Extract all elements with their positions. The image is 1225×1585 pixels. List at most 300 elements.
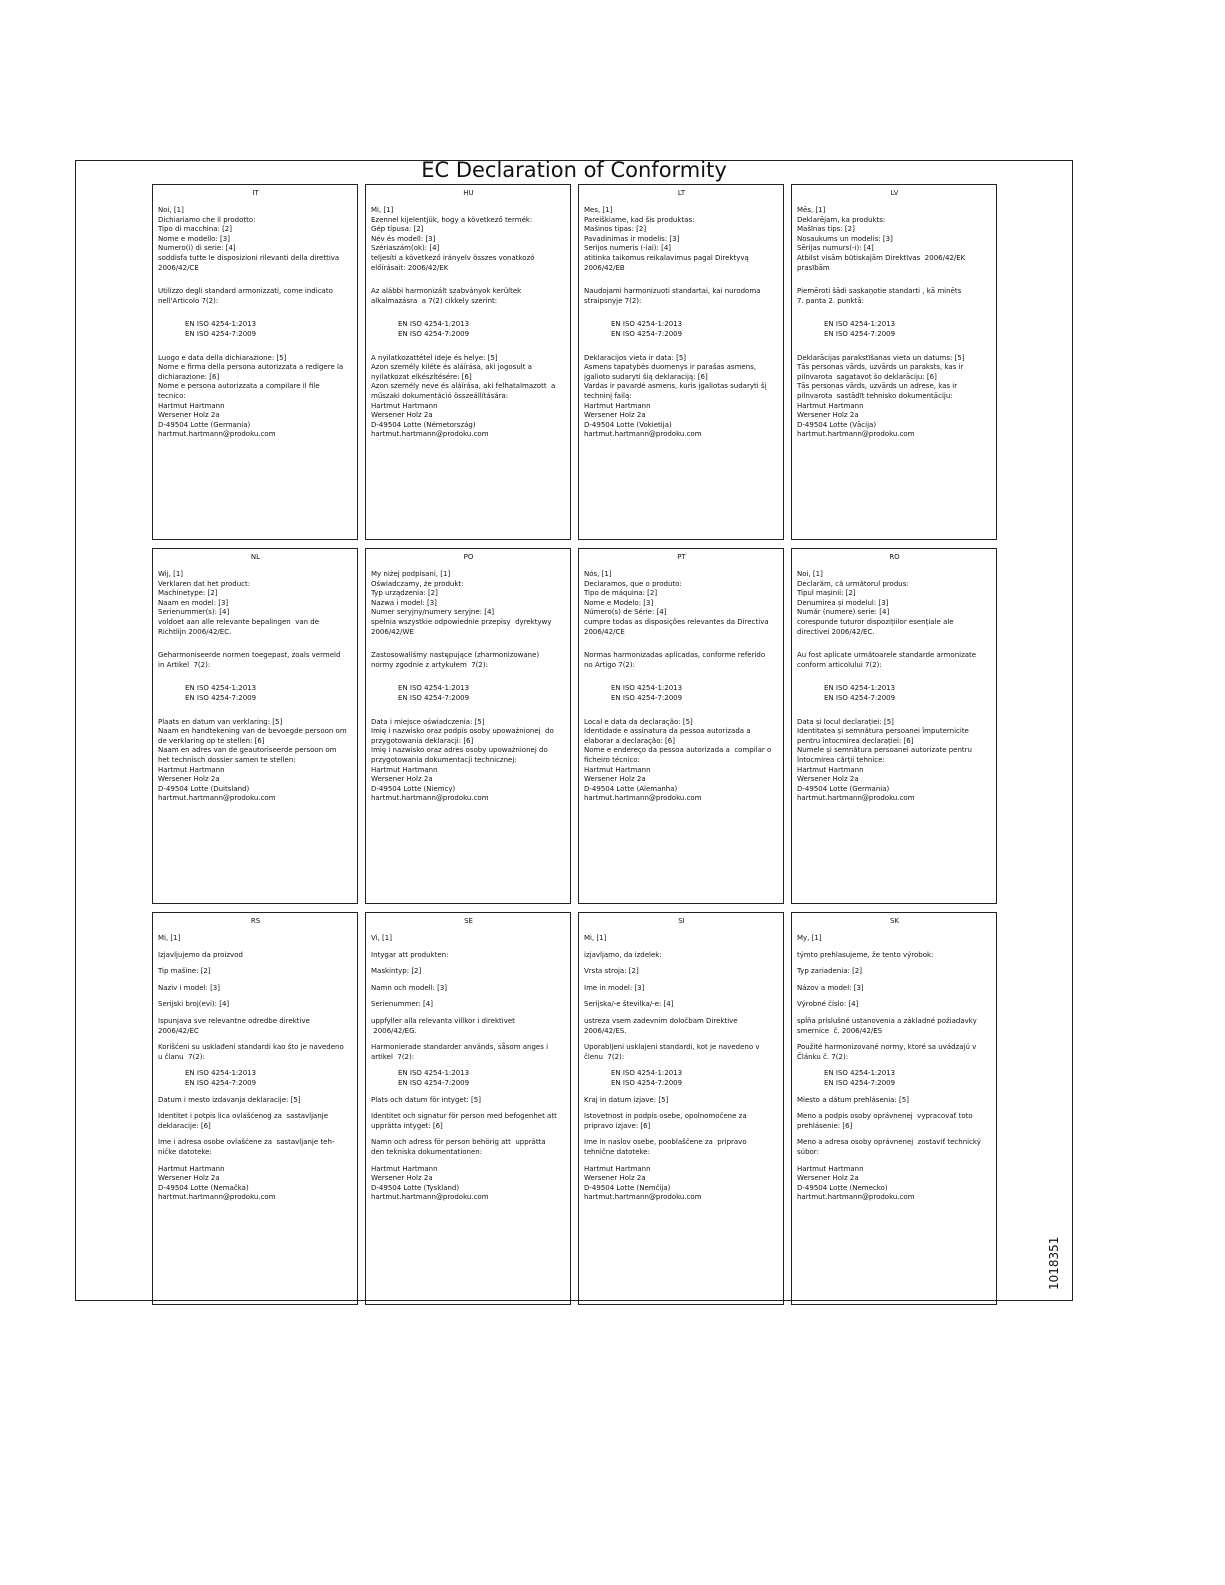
declaration-line: Tipul mașinii: [2] [797,589,856,598]
language-code: LV [890,189,899,197]
declaration-line: Wersener Holz 2a [584,1174,646,1183]
spacer [797,1036,992,1043]
declaration-line: straipsnyje 7(2): [584,296,642,305]
language-code: HU [463,189,474,197]
spacer [797,1158,992,1165]
declaration-line: Număr (numere) serie: [4] [797,608,890,617]
declaration-line: Naudojami harmonizuoti standartai, kai nurodoma [584,287,761,296]
spacer [584,1131,779,1138]
declaration-panel-si [578,912,784,1305]
declaration-line: spĺňa príslušné ustanovenia a základné požiadavky [797,1016,977,1025]
declaration-line: előírásait: 2006/42/EK [371,263,449,272]
declaration-line: 2006/42/ES. [584,1026,627,1035]
declaration-line: Hartmut Hartmann [371,765,438,774]
declaration-line: smernice č. 2006/42/ES [797,1026,883,1035]
declaration-line: directivei 2006/42/EC. [797,627,875,636]
declaration-line: D-49504 Lotte (Németország) [371,420,476,429]
standard-reference: EN ISO 4254-1:2013 [824,1069,896,1078]
declaration-line: Verklaren dat het product: [158,579,251,588]
declaration-line: hartmut.hartmann@prodoku.com [797,430,915,439]
declaration-line: Luogo e data della dichiarazione: [5] [158,353,287,362]
spacer [371,1089,566,1096]
spacer [158,1089,353,1096]
declaration-line: Nazwa i model: [3] [371,598,437,607]
declaration-frame [75,160,1073,1301]
declaration-line: izjavljamo, da izdelek: [584,950,662,959]
declaration-line: D-49504 Lotte (Duitsland) [158,784,250,793]
spacer [371,306,566,320]
declaration-line: Identitet i potpis lica ovlašćenog za sastavljanje [158,1112,329,1121]
declaration-line: 2006/42/CE [584,627,625,636]
spacer [371,273,566,287]
standard-reference: EN ISO 4254-1:2013 [824,684,896,693]
declaration-line: upprätta intyget: [6] [371,1121,443,1130]
declaration-line: Hartmut Hartmann [158,1164,225,1173]
declaration-line: hartmut.hartmann@prodoku.com [158,430,276,439]
declaration-line: Noi, [1] [797,570,823,578]
declaration-line: elaborar a declaração: [6] [584,736,675,745]
declaration-line: spełnia wszystkie odpowiednie przepisy dyrektywy [371,617,552,626]
language-code: LT [677,189,686,197]
declaration-line: Istovetnost in podpis osebe, opolnomočene za [584,1112,747,1121]
declaration-line: Kraj in datum izjave: [5] [584,1095,669,1104]
declaration-panel-it [152,184,358,540]
declaration-line: 2006/42/EC [158,1026,199,1035]
spacer [158,1105,353,1112]
spacer [797,273,992,287]
declaration-line: Machinetype: [2] [158,589,218,598]
declaration-line: Numele și semnătura persoanei autorizate pentru [797,746,972,755]
spacer [158,1036,353,1043]
declaration-line: Mašīnas tips: [2] [797,225,855,234]
language-panels-grid [152,184,998,1305]
spacer [158,960,353,967]
declaration-line: întocmirea cărții tehnice: [797,755,885,764]
document-title: EC Declaration of Conformity [421,158,727,182]
declaration-line: Ime i adresa osobe ovlašćene za sastavljanje teh- [158,1138,335,1147]
declaration-line: prehlásenie: [6] [797,1121,853,1130]
spacer [371,670,566,684]
declaration-line: Nome e modello: [3] [158,234,230,243]
declaration-line: corespunde tuturor dispozițiilor esențiale ale [797,617,954,626]
declaration-panel-nl [152,548,358,904]
declaration-line: Uporabljeni usklajeni standardi, kot je navedeno v [584,1043,760,1052]
language-code: SI [678,917,685,925]
declaration-line: Deklarējam, ka produkts: [797,215,886,224]
declaration-line: Typ urządzenia: [2] [371,589,438,598]
declaration-line: Miesto a dátum prehlásenia: [5] [797,1095,909,1104]
spacer [371,1158,566,1165]
spacer [584,1036,779,1043]
declaration-line: Serienummer(s): [4] [158,608,230,617]
declaration-line: hartmut.hartmann@prodoku.com [797,1193,915,1202]
declaration-line: Noi, [1] [158,206,184,214]
declaration-line: in Artikel 7(2): [158,660,211,669]
declaration-line: My, [1] [797,934,822,942]
declaration-line: členu 7(2): [584,1052,625,1061]
declaration-line: Tipo di macchina: [2] [158,225,232,234]
declaration-line: Nós, [1] [584,570,612,578]
declaration-line: atitinka taikomus reikalavimus pagal Direktyvą [584,253,749,262]
declaration-line: Nome e endereço da pessoa autorizada a compilar o [584,746,772,755]
declaration-line: Tās personas vārds, uzvārds un paraksts, kas ir [797,363,964,372]
spacer [158,273,353,287]
declaration-panel-hu [365,184,571,540]
spacer [584,704,779,718]
declaration-line: Naam en model: [3] [158,598,229,607]
declaration-line: cumpre todas as disposições relevantes da Directiva [584,617,769,626]
declaration-line: Ezennel kijelentjük, hogy a következő termék: [371,215,533,224]
declaration-line: Serienummer: [4] [371,1000,433,1009]
spacer [158,637,353,651]
declaration-line: Serijos numeris (-iai): [4] [584,244,672,253]
declaration-line: D-49504 Lotte (Nemačka) [158,1183,249,1192]
declaration-line: Geharmoniseerde normen toegepast, zoals vermeld [158,651,341,660]
declaration-line: műszaki dokumentáció összeállítására: [371,391,509,400]
declaration-line: Ime in model: [3] [584,983,645,992]
declaration-line: Wersener Holz 2a [797,411,859,420]
declaration-panel-lt [578,184,784,540]
declaration-line: Wersener Holz 2a [371,411,433,420]
declaration-line: pilnvarota sastādīt tehnisko dokumentāciju: [797,391,953,400]
declaration-line: Tip mašine: [2] [158,967,211,976]
declaration-line: Identitatea și semnătura persoanei împuternicite [797,727,969,736]
declaration-line: Piemēroti šādi saskaņotie standarti , kā minēts [797,287,962,296]
declaration-line: Hartmut Hartmann [797,1164,864,1173]
declaration-line: Nome e firma della persona autorizzata a redigere la [158,363,344,372]
declaration-line: 2006/42/EB [584,263,625,272]
standard-reference: EN ISO 4254-1:2013 [611,320,683,329]
spacer [158,1010,353,1017]
declaration-line: Meno a podpis osoby oprávnenej vypracovať toto [797,1112,973,1121]
language-code: IT [252,189,259,197]
declaration-line: Deklaracijos vieta ir data: [5] [584,353,687,362]
declaration-line: Harmonierade standarder används, såsom anges i [371,1043,549,1052]
spacer [584,993,779,1000]
standard-reference: EN ISO 4254-1:2013 [824,320,896,329]
declaration-line: nell'Articolo 7(2): [158,296,219,305]
declaration-line: Hartmut Hartmann [371,1164,438,1173]
spacer [371,960,566,967]
standard-reference: EN ISO 4254-1:2013 [611,1069,683,1078]
declaration-line: conform articolului 7(2): [797,660,882,669]
declaration-line: Asmens tapatybės duomenys ir parašas asmens, [584,363,757,372]
standard-reference: EN ISO 4254-7:2009 [611,329,683,338]
declaration-line: Dichiariamo che il prodotto: [158,215,256,224]
spacer [584,637,779,651]
spacer [158,1158,353,1165]
spacer [584,1158,779,1165]
declaration-line: Numero(i) di serie: [4] [158,244,236,253]
declaration-line: Výrobné číslo: [4] [797,1000,859,1009]
declaration-line: súbor: [797,1147,819,1156]
declaration-line: przygotowania deklaracji: [6] [371,736,474,745]
language-code: SE [464,917,473,925]
declaration-line: techninį failą: [584,391,632,400]
declaration-line: Naam en adres van de geautoriseerde persoon om [158,746,337,755]
declaration-line: hartmut.hartmann@prodoku.com [158,1193,276,1202]
declaration-line: hartmut.hartmann@prodoku.com [797,794,915,803]
document-id: 1018351 [1047,1236,1061,1290]
spacer [797,977,992,984]
declaration-line: D-49504 Lotte (Germania) [797,784,890,793]
declaration-line: Sērijas numurs(-i): [4] [797,244,874,253]
declaration-line: Wersener Holz 2a [371,775,433,784]
declaration-line: Identitet och signatur för person med befogenhet att [371,1112,557,1121]
spacer [797,1062,992,1069]
standard-reference: EN ISO 4254-1:2013 [185,1069,257,1078]
declaration-line: D-49504 Lotte (Tyskland) [371,1183,460,1192]
declaration-line: D-49504 Lotte (Germania) [158,420,251,429]
declaration-line: Wersener Holz 2a [797,775,859,784]
declaration-panel-sk [791,912,997,1305]
declaration-line: Korišćeni su usklađeni standardi kao što je navedeno [158,1043,344,1052]
declaration-line: Hartmut Hartmann [158,401,225,410]
spacer [158,1062,353,1069]
declaration-line: įgalioto sudaryti šią deklaraciją: [6] [584,372,708,381]
declaration-panel-rs [152,912,358,1305]
declaration-line: A nyilatkozattétel ideje és helye: [5] [371,353,498,362]
spacer [371,1105,566,1112]
declaration-line: Vardas ir pavardė asmens, kuris įgaliotas sudaryti šį [584,382,767,391]
declaration-line: Datum i mesto izdavanja deklaracije: [5] [158,1095,301,1104]
declaration-line: den tekniska dokumentationen: [371,1147,483,1156]
declaration-line: pentru întocmirea declarației: [6] [797,736,914,745]
language-code: RS [250,917,261,925]
language-code: PT [677,553,686,561]
spacer [584,1010,779,1017]
declaration-line: Hartmut Hartmann [797,765,864,774]
declaration-line: uppfyller alla relevanta villkor i direktivet [371,1016,515,1025]
declaration-line: Declarăm, că următorul produs: [797,579,909,588]
declaration-line: Azon személy neve és aláírása, aki felhatalmazott a [371,382,556,391]
declaration-line: Wij, [1] [158,570,184,578]
declaration-line: Numer seryjny/numery seryjne: [4] [371,608,495,617]
declaration-line: Utilizzo degli standard armonizzati, come indicato [158,287,333,296]
spacer [371,340,566,354]
spacer [371,1131,566,1138]
declaration-line: prasībām [797,263,830,272]
declaration-line: Hartmut Hartmann [584,765,651,774]
declaration-line: przygotowania dokumentacji technicznej: [371,755,517,764]
declaration-line: 2006/42/EG. [371,1026,417,1035]
declaration-line: nyilatkozat elkészítésére: [6] [371,372,472,381]
declaration-line: Nome e persona autorizzata a compilare il file [158,382,320,391]
declaration-line: tecnico: [158,391,186,400]
declaration-line: Článku č. 7(2): [797,1052,849,1061]
declaration-line: Mes, [1] [584,206,613,214]
spacer [371,977,566,984]
declaration-line: Imię i nazwisko oraz adres osoby upoważnionej do [371,746,548,755]
declaration-line: Wersener Holz 2a [584,775,646,784]
declaration-line: Mēs, [1] [797,206,826,214]
spacer [584,944,779,951]
declaration-line: D-49504 Lotte (Niemcy) [371,784,456,793]
declaration-line: Vrsta stroja: [2] [584,967,639,976]
standard-reference: EN ISO 4254-1:2013 [611,684,683,693]
declaration-panel-se [365,912,571,1305]
language-code: PO [463,553,474,561]
declaration-line: Atbilst visām būtiskajām Direktīvas 2006/42/EK [797,253,966,262]
declaration-line: ustreza vsem zadevnim določbam Direktive [584,1016,738,1025]
spacer [158,704,353,718]
declaration-line: hartmut.hartmann@prodoku.com [584,794,702,803]
standard-reference: EN ISO 4254-1:2013 [398,684,470,693]
declaration-line: Maskintyp: [2] [371,967,422,976]
spacer [371,704,566,718]
spacer [371,944,566,951]
declaration-line: Naziv i model: [3] [158,983,220,992]
declaration-line: D-49504 Lotte (Vokietija) [584,420,672,429]
declaration-line: Wersener Holz 2a [158,775,220,784]
declaration-line: Wersener Holz 2a [158,1174,220,1183]
declaration-line: Gép típusa: [2] [371,225,424,234]
declaration-line: Hartmut Hartmann [371,401,438,410]
spacer [584,670,779,684]
declaration-panel-po [365,548,571,904]
language-code: NL [250,553,261,561]
declaration-line: Namn och adress för person behörig att upprätta [371,1138,546,1147]
standard-reference: EN ISO 4254-7:2009 [185,1078,257,1087]
declaration-line: Použité harmonizované normy, ktoré sa uvádzajú v [797,1043,977,1052]
declaration-line: Mi, [1] [158,934,181,942]
declaration-line: Normas harmonizadas aplicadas, conforme referido [584,651,766,660]
declaration-line: Identidade e assinatura da pessoa autorizada a [584,727,751,736]
declaration-line: Local e data da declaração: [5] [584,717,693,726]
language-code: RO [889,553,900,561]
standard-reference: EN ISO 4254-7:2009 [824,1078,896,1087]
declaration-line: normy zgodnie z artykułem 7(2): [371,660,488,669]
declaration-line: Namn och modell: [3] [371,983,448,992]
declaration-line: pilnvarota sagatavot šo deklarāciju: [6] [797,372,937,381]
declaration-line: Plats och datum för intyget: [5] [371,1095,481,1104]
spacer [371,1010,566,1017]
declaration-line: Número(s) de Série: [4] [584,608,667,617]
spacer [371,1062,566,1069]
standard-reference: EN ISO 4254-7:2009 [611,693,683,702]
standard-reference: EN ISO 4254-7:2009 [398,329,470,338]
declaration-line: Hartmut Hartmann [158,765,225,774]
declaration-line: hartmut.hartmann@prodoku.com [158,794,276,803]
spacer [797,960,992,967]
spacer [158,993,353,1000]
declaration-line: soddisfa tutte le disposizioni rilevanti della direttiva [158,253,340,262]
declaration-line: Denumirea și modelul: [3] [797,598,889,607]
declaration-line: Izjavljujemo da proizvod [158,950,243,959]
declaration-line: Szériaszám(ok): [4] [371,244,440,253]
declaration-line: ničke datoteke: [158,1147,212,1156]
spacer [797,944,992,951]
declaration-panel-lv [791,184,997,540]
spacer [371,993,566,1000]
declaration-line: Deklarācijas parakstīšanas vieta un datums: [5] [797,353,965,362]
declaration-line: u članu 7(2): [158,1052,205,1061]
declaration-panel-ro [791,548,997,904]
spacer [584,960,779,967]
standard-reference: EN ISO 4254-7:2009 [185,329,257,338]
standard-reference: EN ISO 4254-7:2009 [185,693,257,702]
declaration-line: D-49504 Lotte (Alemanha) [584,784,678,793]
spacer [158,977,353,984]
declaration-line: Intygar att produkten: [371,950,449,959]
spacer [797,1010,992,1017]
declaration-line: 2006/42/CE [158,263,199,272]
declaration-line: Nome e Modelo: [3] [584,598,654,607]
spacer [797,993,992,1000]
declaration-line: Serijska/-e številka/-e: [4] [584,1000,674,1009]
declaration-line: Serijski broj(evi): [4] [158,1000,230,1009]
declaration-line: ficheiro técnico: [584,755,640,764]
declaration-line: Wersener Holz 2a [797,1174,859,1183]
standard-reference: EN ISO 4254-1:2013 [185,320,257,329]
declaration-line: Declaramos, que o produto: [584,579,682,588]
declaration-line: Vi, [1] [371,934,392,942]
standard-reference: EN ISO 4254-7:2009 [824,329,896,338]
spacer [797,670,992,684]
declaration-line: Pareiškiame, kad šis produktas: [584,215,695,224]
declaration-line: Tipo de máquina: [2] [584,589,658,598]
language-code: SK [889,917,900,925]
declaration-line: hartmut.hartmann@prodoku.com [584,1193,702,1202]
declaration-line: Meno a adresa osoby oprávnenej zostaviť technický [797,1138,981,1147]
declaration-line: Az alábbi harmonizált szabványok kerültek [371,287,522,296]
declaration-line: Hartmut Hartmann [584,1164,651,1173]
declaration-line: pripravo izjave: [6] [584,1121,651,1130]
spacer [158,340,353,354]
standard-reference: EN ISO 4254-7:2009 [398,693,470,702]
declaration-line: My niżej podpisani, [1] [371,570,451,578]
spacer [584,273,779,287]
declaration-line: 7. panta 2. punktā: [797,296,864,305]
declaration-line: hartmut.hartmann@prodoku.com [584,430,702,439]
declaration-line: Data și locul declarației: [5] [797,717,894,726]
spacer [158,944,353,951]
declaration-line: Oświadczamy, że produkt: [371,579,464,588]
standard-reference: EN ISO 4254-7:2009 [398,1078,470,1087]
spacer [371,637,566,651]
declaration-line: D-49504 Lotte (Nemčija) [584,1183,671,1192]
declaration-line: dichiarazione: [6] [158,372,220,381]
spacer [797,637,992,651]
declaration-line: Azon személy kiléte és aláírása, aki jogosult a [371,363,532,372]
declaration-line: Wersener Holz 2a [584,411,646,420]
declaration-line: het technisch dossier samen te stellen: [158,755,296,764]
spacer [158,670,353,684]
declaration-line: deklaracije: [6] [158,1121,211,1130]
declaration-line: Nosaukums un modelis: [3] [797,234,893,243]
declaration-line: de verklaring op te stellen: [6] [158,736,265,745]
standard-reference: EN ISO 4254-1:2013 [398,320,470,329]
standard-reference: EN ISO 4254-7:2009 [611,1078,683,1087]
declaration-line: Data i miejsce oświadczenia: [5] [371,717,485,726]
declaration-line: Tās personas vārds, uzvārds un adrese, kas ir [797,382,958,391]
declaration-line: týmto prehlasujeme, že tento výrobok: [797,950,934,959]
spacer [584,1105,779,1112]
spacer [584,977,779,984]
declaration-line: 2006/42/WE [371,627,414,636]
declaration-line: D-49504 Lotte (Nemecko) [797,1183,888,1192]
declaration-line: Hartmut Hartmann [797,401,864,410]
declaration-line: Wersener Holz 2a [158,411,220,420]
declaration-line: Au fost aplicate următoarele standarde armonizate [797,651,977,660]
standard-reference: EN ISO 4254-1:2013 [398,1069,470,1078]
declaration-line: Ispunjava sve relevantne odredbe direktive [158,1016,310,1025]
standard-reference: EN ISO 4254-1:2013 [185,684,257,693]
declaration-line: Ime in naslov osebe, pooblaščene za pripravo [584,1138,747,1147]
declaration-line: Mi, [1] [371,206,394,214]
declaration-line: Wersener Holz 2a [371,1174,433,1183]
declaration-line: alkalmazásra a 7(2) cikkely szerint: [371,296,498,305]
